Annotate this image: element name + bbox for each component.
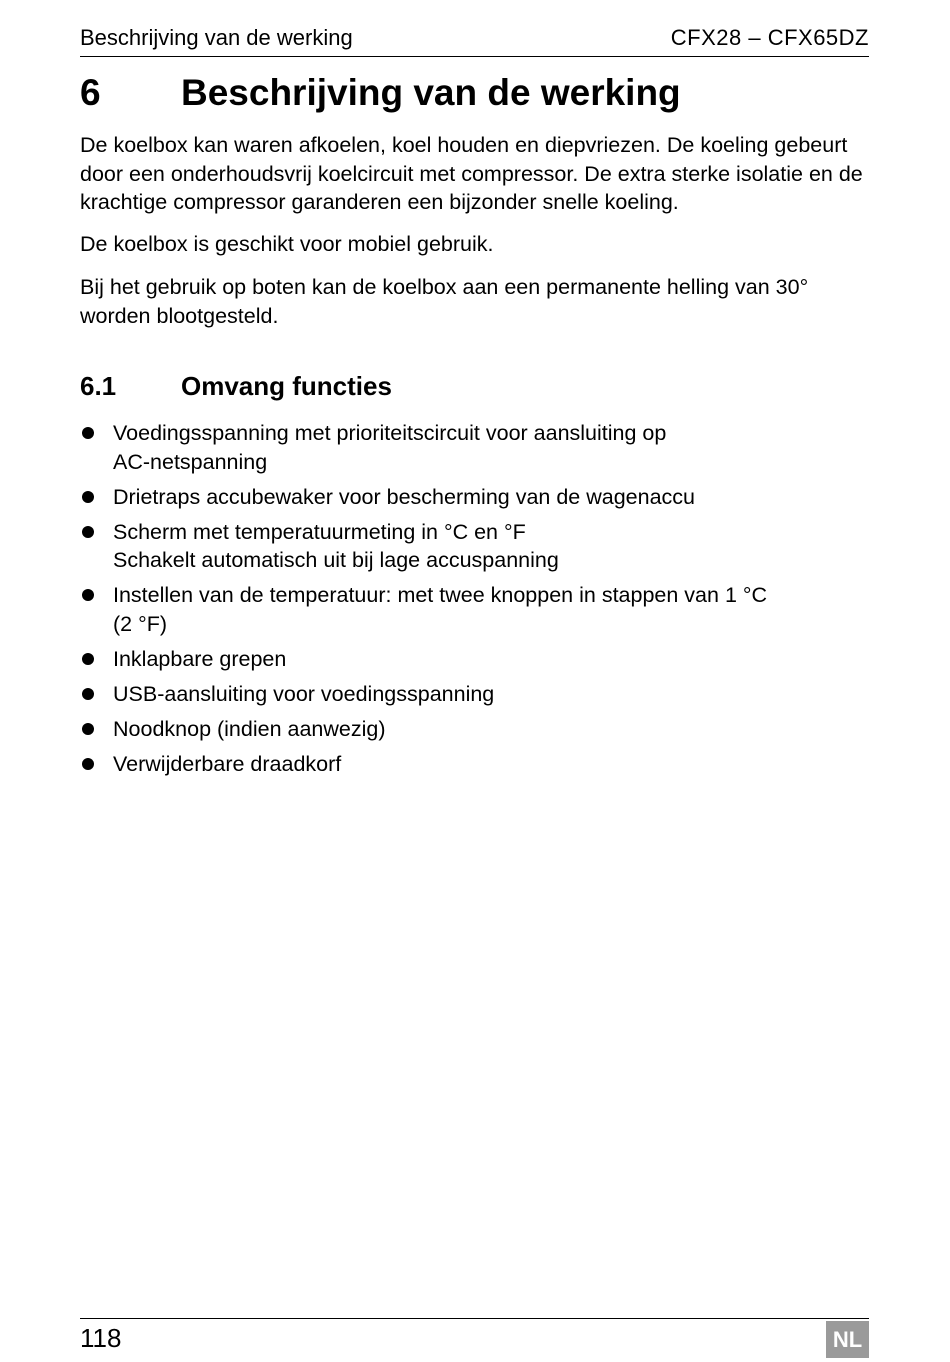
list-item-text: Inklapbare grepen: [113, 646, 287, 671]
usage-paragraph: De koelbox is geschikt voor mobiel gebruik.: [80, 232, 494, 256]
list-item-text: Drietraps accubewaker voor bescherming van de wagenaccu: [113, 484, 696, 509]
bullet-icon: [82, 589, 94, 601]
list-item: [80, 483, 869, 512]
running-header: [80, 24, 869, 57]
chapter-title: Beschrijving van de werking: [181, 72, 681, 113]
intro-paragraph: De koelbox kan waren afkoelen, koel houden en diepvriezen. De koeling gebeurt door een onderhoudsvrij koelcircuit met compressor. De extra sterke isolatie en de krachtige compressor garanderen een bijzonder snelle koeling.: [80, 133, 863, 214]
list-item: [80, 419, 869, 476]
list-item: [80, 680, 869, 709]
bullet-icon: [82, 688, 94, 700]
page-number: 118: [80, 1323, 122, 1353]
section-number: 6.1: [80, 371, 117, 401]
list-item: [80, 645, 869, 674]
list-item: [80, 750, 869, 779]
list-item-text-continued: Schakelt automatisch uit bij lage accuspanning: [113, 548, 559, 572]
list-item-text: Voedingsspanning met prioriteitscircuit voor aansluiting op: [113, 421, 667, 445]
document-page: [80, 0, 869, 1362]
list-item-text: Noodknop (indien aanwezig): [113, 716, 386, 741]
footer-divider: [80, 1318, 869, 1319]
section-title: Omvang functies: [181, 371, 392, 401]
bullet-icon: [82, 653, 94, 665]
boat-paragraph: Bij het gebruik op boten kan de koelbox aan een permanente helling van 30° worden blootgesteld.: [80, 275, 809, 328]
bullet-icon: [82, 526, 94, 538]
list-item-text: USB-aansluiting voor voedingsspanning: [113, 681, 495, 706]
list-item-text: Instellen van de temperatuur: met twee knoppen in stappen van 1 °C: [113, 583, 767, 607]
list-item: [80, 715, 869, 744]
list-item-text-continued: AC-netspanning: [113, 449, 268, 474]
list-item-text: Scherm met temperatuurmeting in °C en °F: [113, 519, 526, 544]
list-item-text: Verwijderbare draadkorf: [113, 751, 342, 776]
bullet-icon: [82, 427, 94, 439]
bullet-icon: [82, 723, 94, 735]
bullet-icon: [82, 491, 94, 503]
language-badge: NL: [826, 1321, 869, 1358]
bullet-icon: [82, 758, 94, 770]
list-item: [80, 581, 869, 638]
header-section-title: Beschrijving van de werking: [80, 25, 353, 50]
list-item: [80, 518, 869, 575]
chapter-heading: [80, 70, 681, 116]
section-heading: [80, 368, 392, 404]
feature-list: [80, 419, 869, 785]
header-model-range: CFX28 – CFX65DZ: [670, 25, 869, 50]
list-item-text-continued: (2 °F): [113, 611, 167, 636]
chapter-number: 6: [80, 72, 101, 113]
